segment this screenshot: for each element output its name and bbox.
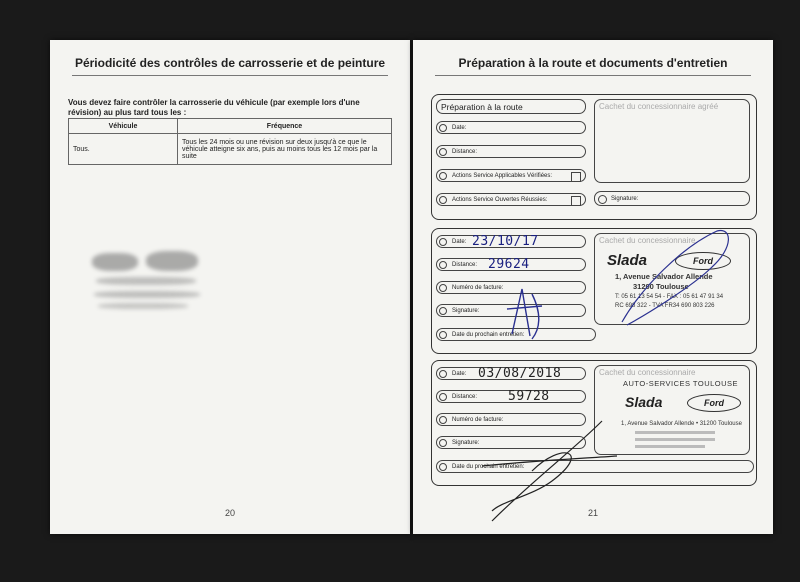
left-page: [50, 40, 410, 534]
next-service-field[interactable]: Date du prochain entretien:: [436, 460, 754, 473]
faded-stamp: [88, 245, 208, 315]
ford-logo: Ford: [675, 252, 731, 270]
divider: [72, 75, 388, 76]
stamp-address: 1, Avenue Salvador Allende • 31200 Toulouse: [621, 421, 742, 427]
checkbox[interactable]: [571, 196, 581, 206]
faded-stamp-line: [635, 431, 715, 434]
circle-icon: [439, 331, 447, 339]
handwritten-distance: 59728: [508, 389, 550, 404]
circle-icon: [439, 238, 447, 246]
table-cell: Tous.: [69, 134, 178, 165]
faded-stamp-line: [635, 445, 705, 448]
circle-icon: [439, 261, 447, 269]
intro-text: Vous devez faire contrôler la carrosserie du véhicule (par exemple lors d'une révision) au plus tard tous les :: [68, 98, 360, 117]
next-service-field[interactable]: Date du prochain entretien:: [436, 328, 596, 341]
blue-signature: [612, 227, 752, 337]
circle-icon: [439, 439, 447, 447]
page-title: Préparation à la route et documents d'entretien: [458, 56, 728, 70]
table-row: [69, 134, 392, 165]
table-header: Véhicule: [69, 119, 178, 134]
table-cell: Tous les 24 mois ou une révision sur deux jusqu'à ce que le véhicule atteigne six ans, puis au moins tous les 12 mois par la suite: [178, 134, 392, 165]
section-heading: Préparation à la route: [436, 99, 586, 114]
signature-field[interactable]: Signature:: [436, 436, 586, 449]
checkbox[interactable]: [571, 172, 581, 182]
right-page: [413, 40, 773, 534]
date-field[interactable]: Date:: [436, 367, 586, 380]
service-entry-1: [431, 228, 757, 354]
distance-field[interactable]: Distance:: [436, 258, 586, 271]
ford-logo: Ford: [687, 394, 741, 412]
page-number: 21: [587, 508, 598, 518]
stamp-label: Cachet du concessionnaire agréé: [599, 102, 719, 111]
stamp-label: Cachet du concessionnaire: [599, 236, 696, 245]
handwritten-date: 03/08/2018: [478, 366, 562, 381]
invoice-field[interactable]: Numéro de facture:: [436, 413, 586, 426]
signature-scribble: [502, 284, 552, 344]
table-header: Fréquence: [178, 119, 392, 134]
circle-icon: [439, 124, 447, 132]
page-number: 20: [224, 508, 235, 518]
faded-stamp-line: [635, 438, 715, 441]
signature-field[interactable]: Signature:: [436, 304, 586, 317]
stamp-phone: T: 05 61 13 54 54 - FAX : 05 61 47 91 34: [615, 294, 724, 300]
slada-logo: Slada: [607, 252, 648, 269]
circle-icon: [439, 307, 447, 315]
signature-field[interactable]: Signature:: [594, 191, 750, 206]
distance-field[interactable]: Distance:: [436, 390, 586, 403]
circle-icon: [439, 148, 447, 156]
stamp-label: Cachet du concessionnaire: [599, 368, 696, 377]
stamp-company: AUTO-SERVICES TOULOUSE: [623, 379, 739, 388]
date-field[interactable]: Date:: [436, 235, 586, 248]
handwritten-distance: 29624: [488, 257, 530, 272]
stamp-rc: RC 698 322 - TVA FR34 690 803 226: [615, 303, 715, 309]
circle-icon: [439, 172, 447, 180]
circle-icon: [439, 463, 447, 471]
invoice-field[interactable]: Numéro de facture:: [436, 281, 586, 294]
frequency-table: [68, 118, 392, 165]
service-entry-2: [431, 360, 757, 486]
page-title: Périodicité des contrôles de carrosserie et de peinture: [74, 56, 386, 70]
circle-icon: [439, 196, 447, 204]
date-field[interactable]: Date:: [436, 121, 586, 134]
distance-field[interactable]: Distance:: [436, 145, 586, 158]
circle-icon: [598, 195, 607, 204]
road-preparation-section: [431, 94, 757, 220]
actions-opened-field[interactable]: Actions Service Ouvertes Réussies:: [436, 193, 586, 206]
circle-icon: [439, 393, 447, 401]
dealer-stamp-box: [594, 99, 750, 183]
divider: [435, 75, 751, 76]
stamp-address: 1, Avenue Salvador Allende: [615, 272, 713, 281]
handwritten-date: 23/10/17: [472, 234, 539, 249]
slada-logo: Slada: [625, 394, 663, 410]
circle-icon: [439, 370, 447, 378]
actions-verified-field[interactable]: Actions Service Applicables Vérifiées:: [436, 169, 586, 182]
stamp-city: 31200 Toulouse: [633, 282, 689, 291]
circle-icon: [439, 284, 447, 292]
circle-icon: [439, 416, 447, 424]
